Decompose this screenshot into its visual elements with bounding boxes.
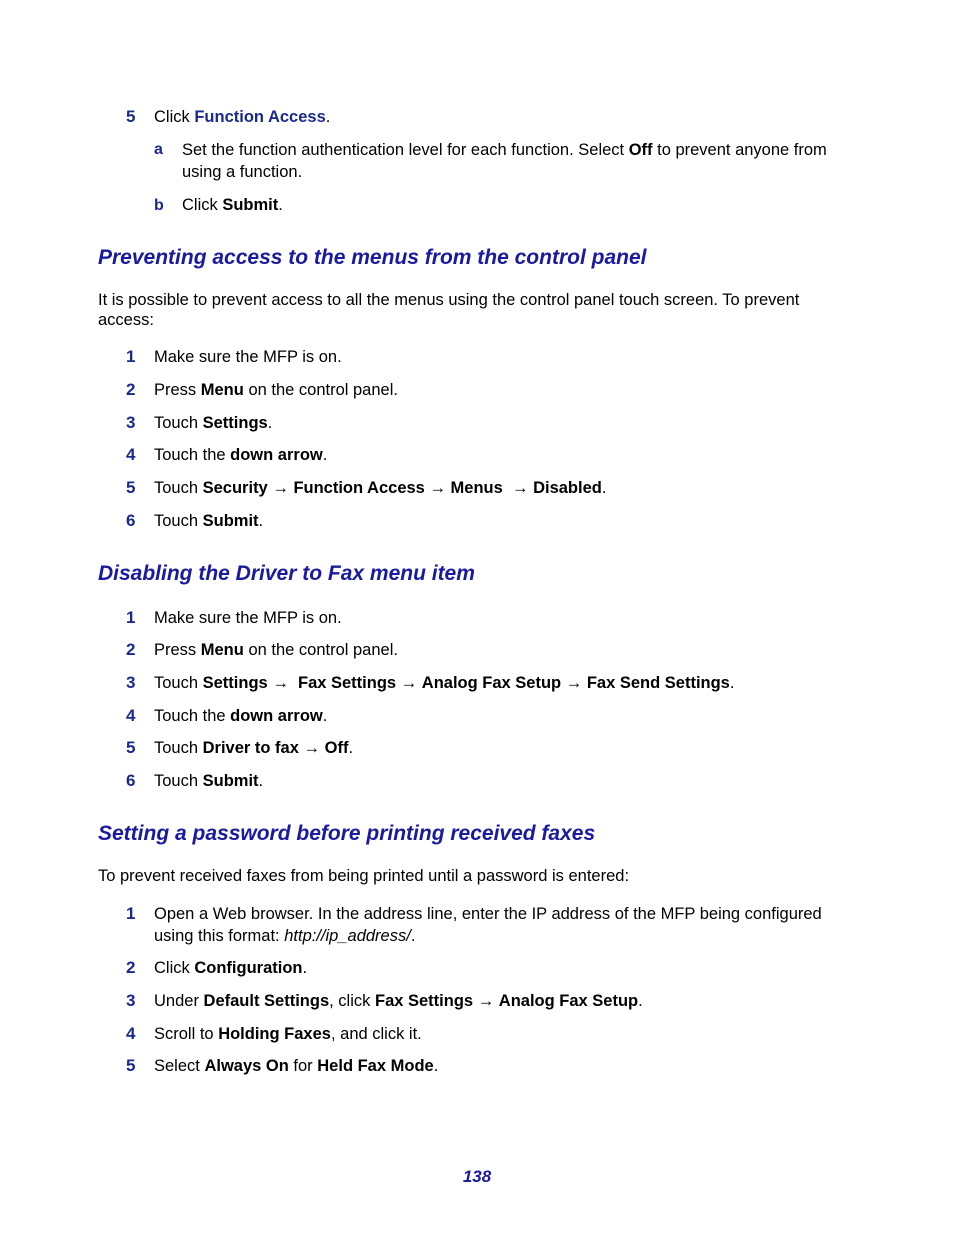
step-number: 3	[126, 413, 136, 432]
step-number: 2	[126, 640, 136, 659]
section-heading: Setting a password before printing received faxes	[98, 822, 596, 845]
step-text: Click Function Access.	[154, 108, 331, 126]
section-heading: Preventing access to the menus from the control panel	[98, 246, 647, 269]
arrow-icon: →	[477, 992, 495, 1010]
step-text: Touch the down arrow.	[154, 446, 328, 464]
arrow-icon: →	[565, 674, 583, 692]
step-text: Make sure the MFP is on.	[154, 348, 342, 366]
substep-text: Click Submit.	[182, 196, 283, 214]
step-text: Press Menu on the control panel.	[154, 641, 398, 659]
section-heading: Disabling the Driver to Fax menu item	[98, 562, 475, 585]
arrow-icon: →	[303, 739, 321, 757]
step-text: Touch Driver to fax → Off.	[154, 739, 354, 757]
step-number: 5	[126, 107, 136, 126]
step-text: Touch Security → Function Access → Menus → Disabled.	[154, 479, 607, 497]
arrow-icon: →	[429, 479, 446, 497]
step-number: 1	[126, 347, 136, 366]
step-text: Touch Submit.	[154, 772, 264, 790]
section-intro: It is possible to prevent access to all the menus using the control panel touch screen. To prevent access:	[98, 291, 800, 329]
step-number: 5	[126, 738, 136, 757]
step-number: 1	[126, 904, 136, 923]
section-intro: To prevent received faxes from being printed until a password is entered:	[98, 867, 630, 885]
step-number: 2	[126, 958, 136, 977]
arrow-icon: →	[272, 479, 289, 497]
step-text: Touch Settings → Fax Settings → Analog Fax Setup → Fax Send Settings.	[154, 674, 735, 692]
page-number: 138	[462, 1167, 492, 1186]
substep-text: Set the function authentication level for each function. Select Off to prevent anyone from using a function.	[182, 141, 827, 181]
step-number: 1	[126, 608, 136, 627]
step-text: Open a Web browser. In the address line, enter the IP address of the MFP being configured using this format: http://ip_address/.	[154, 905, 822, 945]
step-text: Select Always On for Held Fax Mode.	[154, 1057, 439, 1075]
step-number: 2	[126, 380, 136, 399]
step-number: 5	[126, 478, 136, 497]
step-number: 6	[126, 511, 136, 530]
step-number: 3	[126, 673, 136, 692]
step-number: 4	[126, 445, 136, 464]
substep-label: a	[154, 141, 163, 158]
step-text: Under Default Settings, click Fax Settings → Analog Fax Setup.	[154, 992, 643, 1010]
step-number: 5	[126, 1056, 136, 1075]
step-number: 6	[126, 771, 136, 790]
arrow-icon: →	[511, 479, 529, 497]
step-text: Touch Settings.	[154, 414, 273, 432]
step-text: Click Configuration.	[154, 959, 308, 977]
step-number: 4	[126, 706, 136, 725]
step-text: Make sure the MFP is on.	[154, 609, 342, 627]
step-text: Scroll to Holding Faxes, and click it.	[154, 1025, 422, 1043]
substep-label: b	[154, 197, 164, 214]
step-text: Touch Submit.	[154, 512, 264, 530]
step-number: 4	[126, 1024, 136, 1043]
step-text: Touch the down arrow.	[154, 707, 328, 725]
function-access-link[interactable]: Function Access	[194, 108, 326, 126]
step-number: 3	[126, 991, 136, 1010]
step-text: Press Menu on the control panel.	[154, 381, 398, 399]
arrow-icon: →	[272, 674, 289, 692]
arrow-icon: →	[400, 674, 418, 692]
